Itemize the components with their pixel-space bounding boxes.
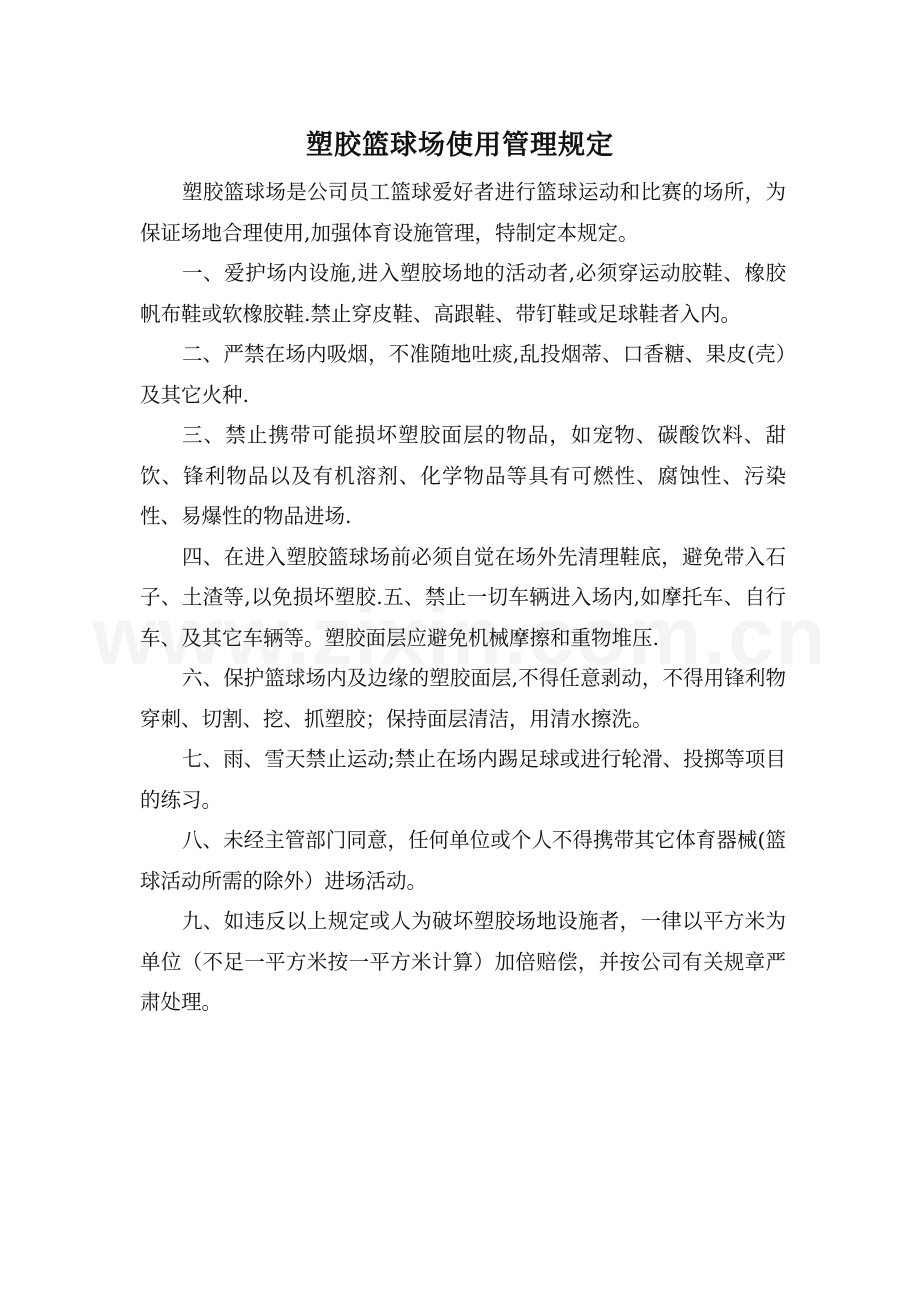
document-body xyxy=(140,172,786,1023)
intro-paragraph: 塑胶篮球场是公司员工篮球爱好者进行篮球运动和比赛的场所，为保证场地合理使用,加强体育设施管理，特制定本规定。 xyxy=(140,180,786,245)
rule-paragraph-8: 八、未经主管部门同意，任何单位或个人不得携带其它体育器械(篮球活动所需的除外）进场活动。 xyxy=(140,828,786,893)
rule-paragraph-3: 三、禁止携带可能损坏塑胶面层的物品，如宠物、碳酸饮料、甜饮、锋利物品以及有机溶剂、化学物品等具有可燃性、腐蚀性、污染性、易爆性的物品进场. xyxy=(140,423,786,528)
page-title: 塑胶篮球场使用管理规定 xyxy=(306,130,614,161)
rule-paragraph-1: 一、爱护场内设施,进入塑胶场地的活动者,必须穿运动胶鞋、橡胶帆布鞋或软橡胶鞋.禁止穿皮鞋、高跟鞋、带钉鞋或足球鞋者入内。 xyxy=(140,261,786,326)
rule-paragraph-2: 二、严禁在场内吸烟，不准随地吐痰,乱投烟蒂、口香糖、果皮(壳）及其它火种. xyxy=(140,342,786,407)
rule-paragraph-4-5: 四、在进入塑胶篮球场前必须自觉在场外先清理鞋底，避免带入石子、土渣等,以免损坏塑胶.五、禁止一切车辆进入场内,如摩托车、自行车、及其它车辆等。塑胶面层应避免机械摩擦和重物堆压. xyxy=(140,544,786,650)
rule-paragraph-7: 七、雨、雪天禁止运动;禁止在场内踢足球或进行轮滑、投掷等项目的练习。 xyxy=(140,747,786,812)
rule-paragraph-6: 六、保护篮球场内及边缘的塑胶面层,不得任意剥动，不得用锋利物穿刺、切割、挖、抓塑胶；保持面层清洁，用清水擦洗。 xyxy=(140,666,786,731)
rule-paragraph-9: 九、如违反以上规定或人为破坏塑胶场地设施者，一律以平方米为单位（不足一平方米按一平方米计算）加倍赔偿，并按公司有关规章严肃处理。 xyxy=(140,909,786,1014)
